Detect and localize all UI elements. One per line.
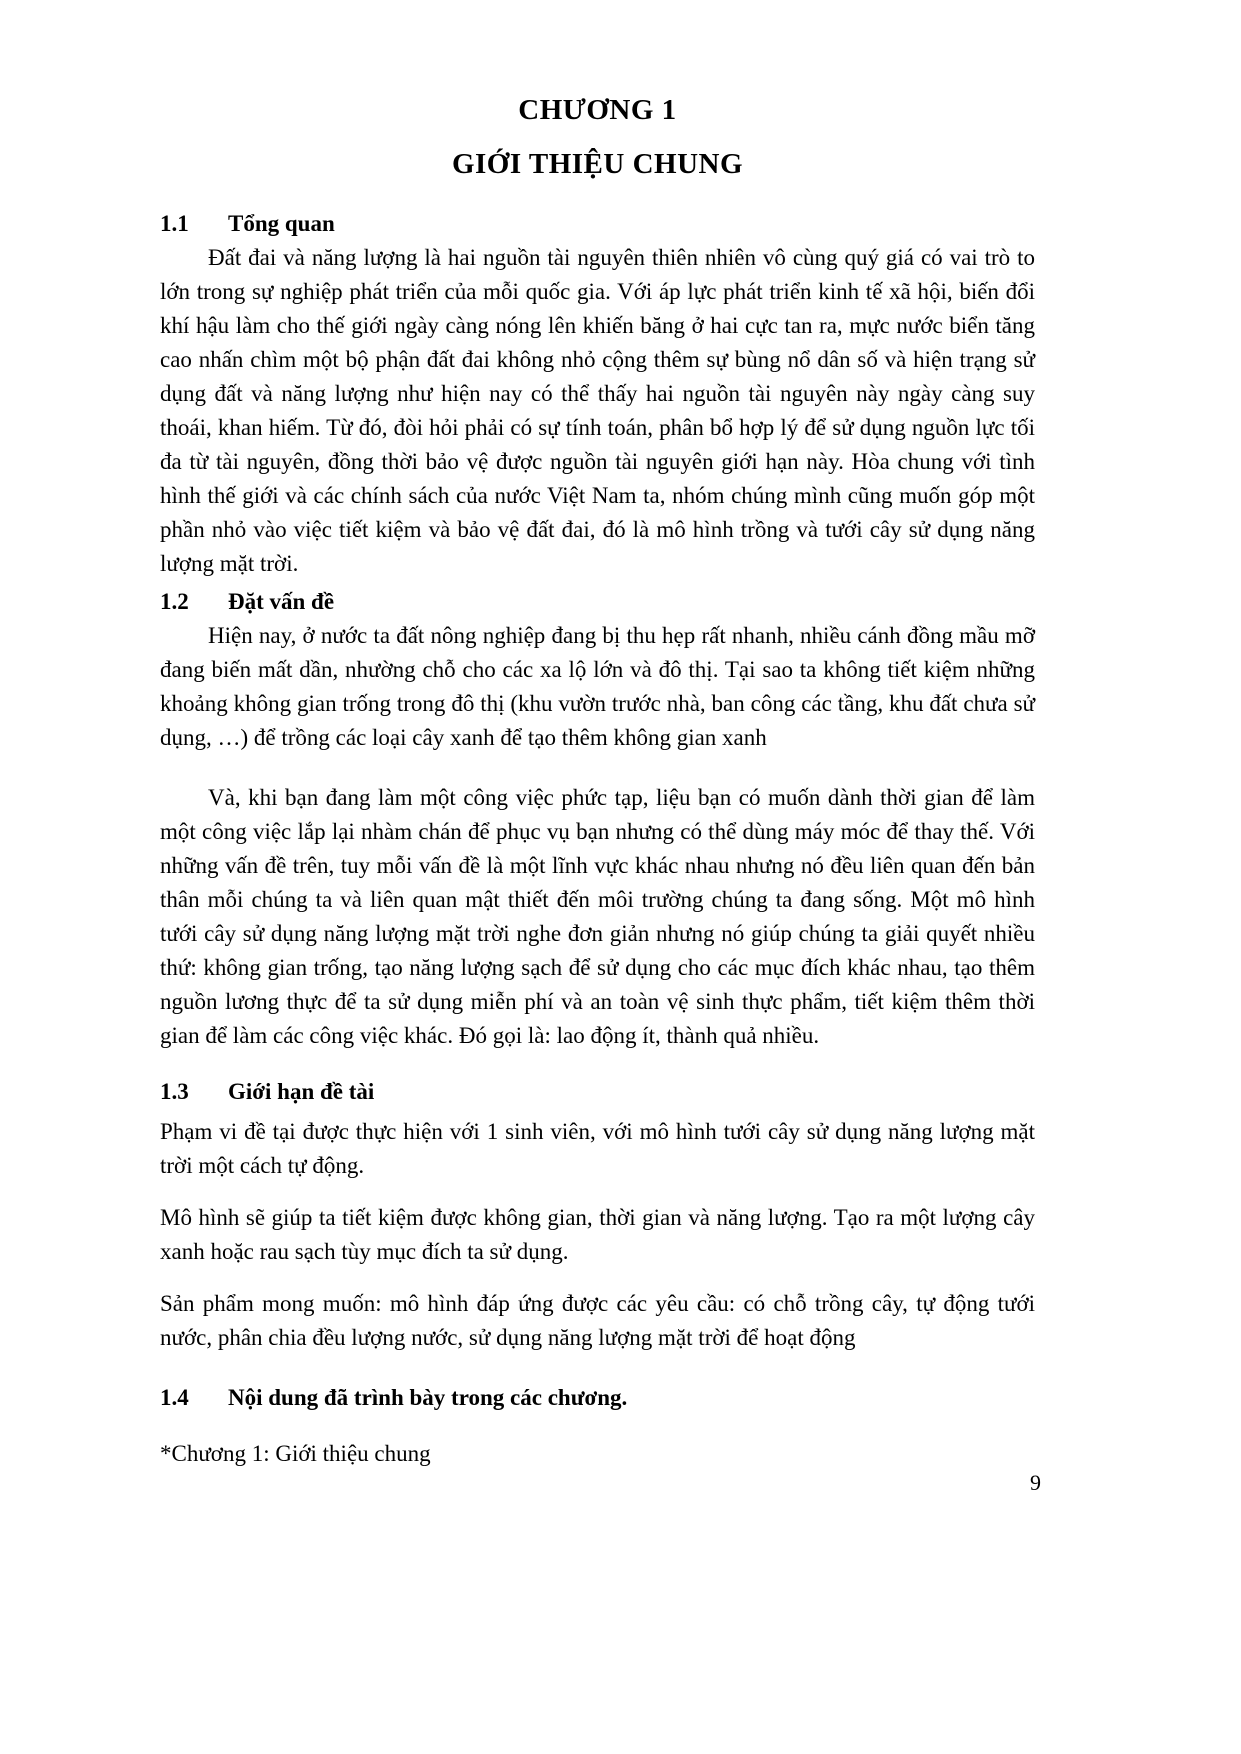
paragraph: *Chương 1: Giới thiệu chung xyxy=(160,1440,431,1466)
section-heading-label: Đặt vấn đề xyxy=(228,588,335,614)
chapter-title: CHƯƠNG 1 xyxy=(518,94,677,126)
paragraph: Hiện nay, ở nước ta đất nông nghiệp đang bị thu hẹp rất nhanh, nhiều cánh đồng mầu mỡ đang biến mất dần, nhường chỗ cho các xa lộ lớn và đô thị. Tại sao ta không tiết kiệm những khoảng không gian trống trong đô thị (khu vườn trước nhà, ban công các tầng, khu đất chưa sử dụng, …) để trồng các loại cây xanh để tạo thêm không gian xanh xyxy=(160,622,1035,750)
section-number: 1.3 xyxy=(160,1078,189,1104)
paragraph: Phạm vi đề tại được thực hiện với 1 sinh viên, với mô hình tưới cây sử dụng năng lượng mặt trời một cách tự động. xyxy=(160,1118,1035,1178)
paragraph: Đất đai và năng lượng là hai nguồn tài nguyên thiên nhiên vô cùng quý giá có vai trò to lớn trong sự nghiệp phát triển của mỗi quốc gia. Với áp lực phát triển kinh tế xã hội, biến đổi khí hậu làm cho thế giới ngày càng nóng lên khiến băng ở hai cực tan ra, mực nước biển tăng cao nhấn chìm một bộ phận đất đai không nhỏ cộng thêm sự bùng nổ dân số và hiện trạng sử dụng đất và năng lượng như hiện nay có thể thấy hai nguồn tài nguyên này ngày càng suy thoái, khan hiếm. Từ đó, đòi hỏi phải có sự tính toán, phân bổ hợp lý để sử dụng nguồn lực tối đa từ tài nguyên, đồng thời bảo vệ được nguồn tài nguyên giới hạn này. Hòa chung với tình hình thế giới và các chính sách của nước Việt Nam ta, nhóm chúng mình cũng muốn góp một phần nhỏ vào việc tiết kiệm và bảo vệ đất đai, đó là mô hình trồng và tưới cây sử dụng năng lượng mặt trời. xyxy=(160,244,1035,576)
section-heading xyxy=(160,1075,1035,1109)
paragraph: Mô hình sẽ giúp ta tiết kiệm được không gian, thời gian và năng lượng. Tạo ra một lượng cây xanh hoặc rau sạch tùy mục đích ta sử dụng. xyxy=(160,1204,1035,1264)
section-number: 1.2 xyxy=(160,588,189,614)
paragraph: Sản phẩm mong muốn: mô hình đáp ứng được các yêu cầu: có chỗ trồng cây, tự động tưới nước, phân chia đều lượng nước, sử dụng năng lượng mặt trời để hoạt động xyxy=(160,1290,1035,1350)
section-number: 1.4 xyxy=(160,1384,189,1410)
section-heading-label: Giới hạn đề tài xyxy=(228,1078,375,1104)
section-dat-van-de xyxy=(160,585,1035,1053)
chapter-subtitle: GIỚI THIỆU CHUNG xyxy=(451,148,744,181)
section-gioi-han-de-tai xyxy=(160,1075,1035,1355)
section-number: 1.1 xyxy=(160,210,189,236)
section-heading-label: Nội dung đã trình bày trong các chương. xyxy=(228,1384,628,1410)
paragraph: Và, khi bạn đang làm một công việc phức tạp, liệu bạn có muốn dành thời gian để làm một công việc lắp lại nhàm chán để phục vụ bạn nhưng có thể dùng máy móc để thay thế. Với những vấn đề trên, tuy mỗi vấn đề là một lĩnh vực khác nhau nhưng nó đều liên quan đến bản thân mỗi chúng ta và liên quan mật thiết đến môi trường chúng ta đang sống. Một mô hình tưới cây sử dụng năng lượng mặt trời nghe đơn giản nhưng nó giúp chúng ta giải quyết nhiều thứ: không gian trống, tạo năng lượng sạch để sử dụng cho các mục đích khác nhau, tạo thêm nguồn lương thực để ta sử dụng miễn phí và an toàn vệ sinh thực phẩm, tiết kiệm thêm thời gian để làm các công việc khác. Đó gọi là: lao động ít, thành quả nhiều. xyxy=(160,784,1035,1048)
page-number: 9 xyxy=(1030,1470,1041,1495)
section-heading xyxy=(160,585,1035,619)
section-heading-label: Tổng quan xyxy=(228,210,335,236)
section-noi-dung-cac-chuong xyxy=(160,1381,1035,1471)
section-heading xyxy=(160,207,1035,241)
section-tong-quan xyxy=(160,207,1035,581)
section-heading xyxy=(160,1381,1035,1415)
